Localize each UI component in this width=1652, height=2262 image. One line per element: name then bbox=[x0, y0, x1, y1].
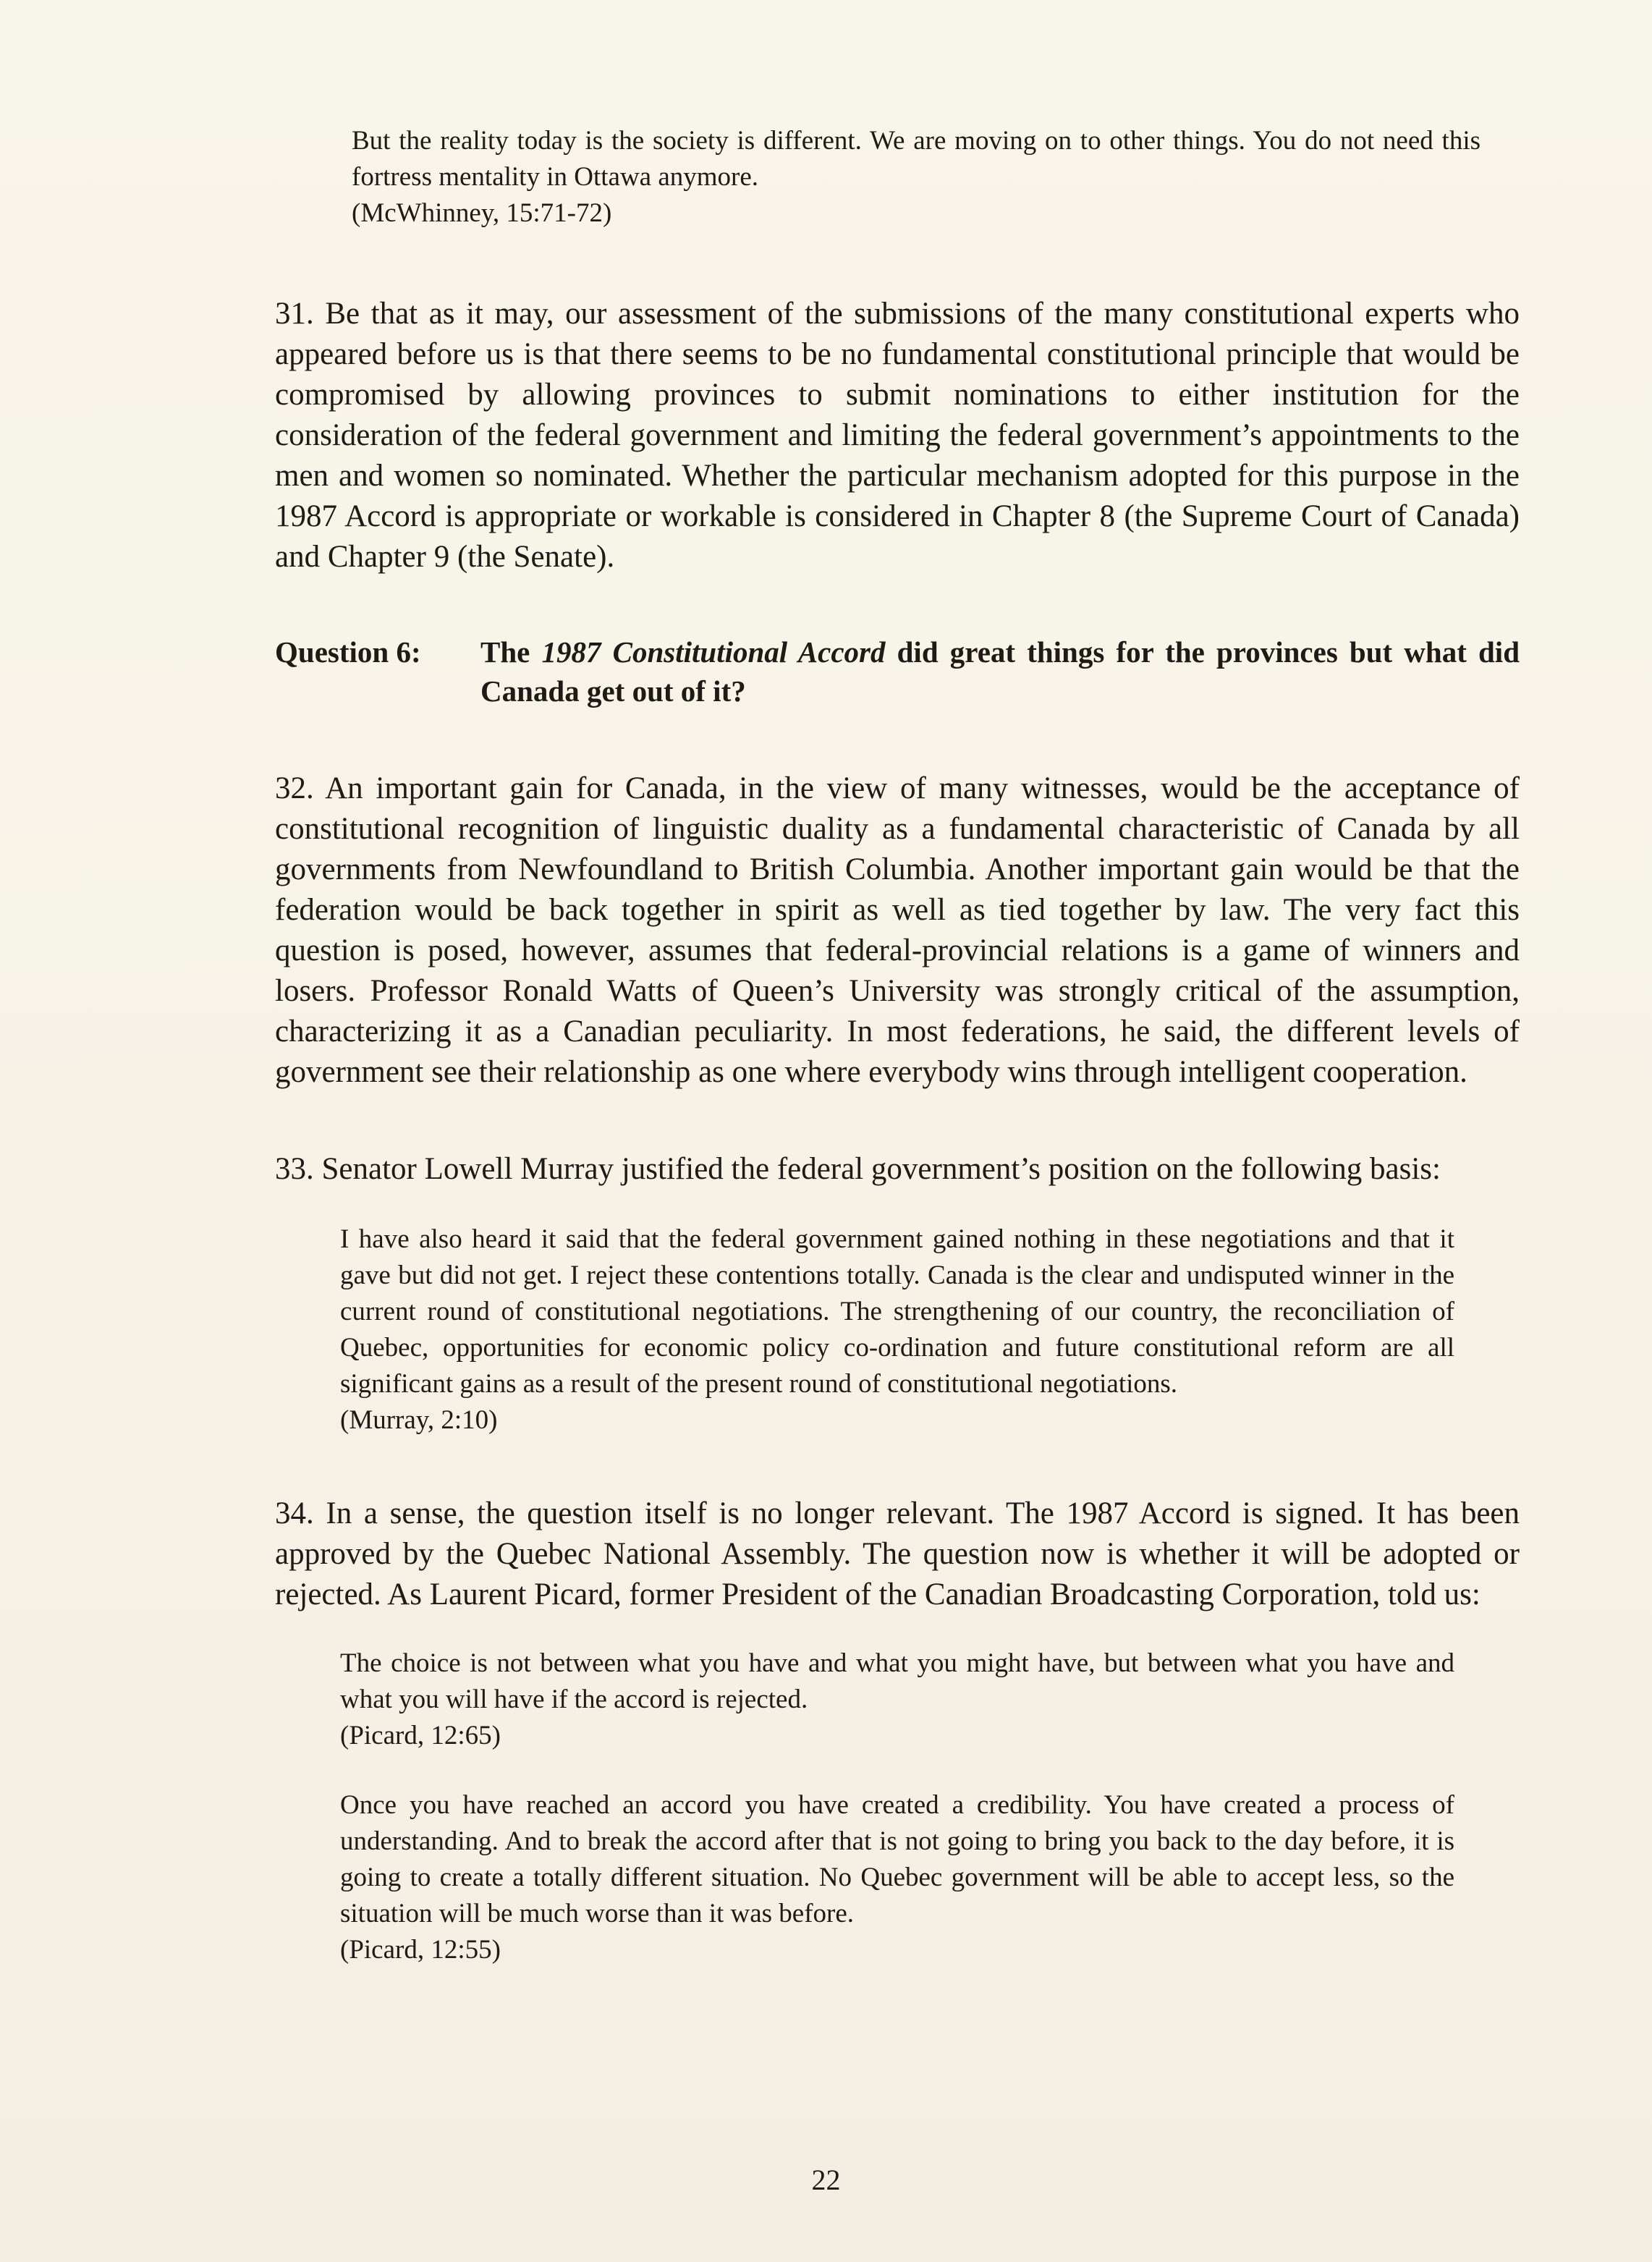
picard-quote-2 bbox=[340, 1787, 1454, 1968]
picard-quote-2-text: Once you have reached an accord you have created a credibility. You have created a process of understanding. And to break the accord after that is not going to bring you back to the day before, it is going to create a totally different situation. No Quebec government will be able to accept less, so the situation will be much worse than it was before. bbox=[340, 1790, 1454, 1928]
question-6-label: Question 6: bbox=[275, 635, 421, 669]
opening-quote bbox=[352, 123, 1481, 232]
opening-quote-text: But the reality today is the society is different. We are moving on to other things. You do not need this fortress mentality in Ottawa anymore. bbox=[352, 126, 1481, 192]
paragraph-32: 32. An important gain for Canada, in the view of many witnesses, would be the acceptance of constitutional recognition of linguistic duality as a fundamental characteristic of Canada by all governments from Newfoundland to British Columbia. Another important gain would be that the federation would be back together in spirit as well as tied together by law. The very fact this question is posed, however, assumes that federal-provincial relations is a game of winners and losers. Professor Ronald Watts of Queen’s University was strongly critical of the assumption, characterizing it as a Canadian peculiarity. In most federations, he said, the different levels of government see their relationship as one where everybody wins through intelligent cooperation. bbox=[275, 771, 1520, 1089]
picard-quote-1-text: The choice is not between what you have and what you might have, but between what you have and what you will have if the accord is rejected. bbox=[340, 1648, 1454, 1714]
paragraph-33: 33. Senator Lowell Murray justified the federal government’s position on the following basis: bbox=[275, 1152, 1441, 1186]
opening-quote-citation: (McWhinney, 15:71-72) bbox=[352, 198, 612, 228]
picard-quote-1-citation: (Picard, 12:65) bbox=[340, 1721, 501, 1750]
question-6-text-after: did great things for the provinces but what did Canada get out of it? bbox=[480, 635, 1520, 708]
picard-quote-2-citation: (Picard, 12:55) bbox=[340, 1935, 501, 1965]
question-6-text-italic: 1987 Constitutional Accord bbox=[541, 635, 886, 669]
question-6-text bbox=[480, 632, 1520, 711]
murray-quote-text: I have also heard it said that the federal government gained nothing in these negotiations and that it gave but did not get. I reject these contentions totally. Canada is the clear and undisputed winner in the current round of constitutional negotiations. The strengthening of our country, the reconciliation of Quebec, opportunities for economic policy co-ordination and future constitutional reform are all significant gains as a result of the present round of constitutional negotiations. bbox=[340, 1224, 1454, 1399]
paragraph-31: 31. Be that as it may, our assessment of the submissions of the many constitutional experts who appeared before us is that there seems to be no fundamental constitutional principle that would be compromised by allowing provinces to submit nominations to either institution for the consideration of the federal government and limiting the federal government’s appointments to the men and women so nominated. Whether the particular mechanism adopted for this purpose in the 1987 Accord is appropriate or workable is considered in Chapter 8 (the Supreme Court of Canada) and Chapter 9 (the Senate). bbox=[275, 297, 1520, 574]
page-number: 22 bbox=[811, 2164, 841, 2196]
page-content bbox=[275, 123, 1520, 1968]
question-6-text-before: The bbox=[480, 635, 542, 669]
murray-quote-citation: (Murray, 2:10) bbox=[340, 1405, 498, 1435]
murray-quote bbox=[340, 1221, 1454, 1439]
picard-quote-1 bbox=[340, 1645, 1454, 1754]
question-6-heading bbox=[275, 632, 1520, 711]
paragraph-34: 34. In a sense, the question itself is no longer relevant. The 1987 Accord is signed. It has been approved by the Quebec National Assembly. The question now is whether it will be adopted or rejected. As Laurent Picard, former President of the Canadian Broadcasting Corporation, told us: bbox=[275, 1496, 1520, 1611]
